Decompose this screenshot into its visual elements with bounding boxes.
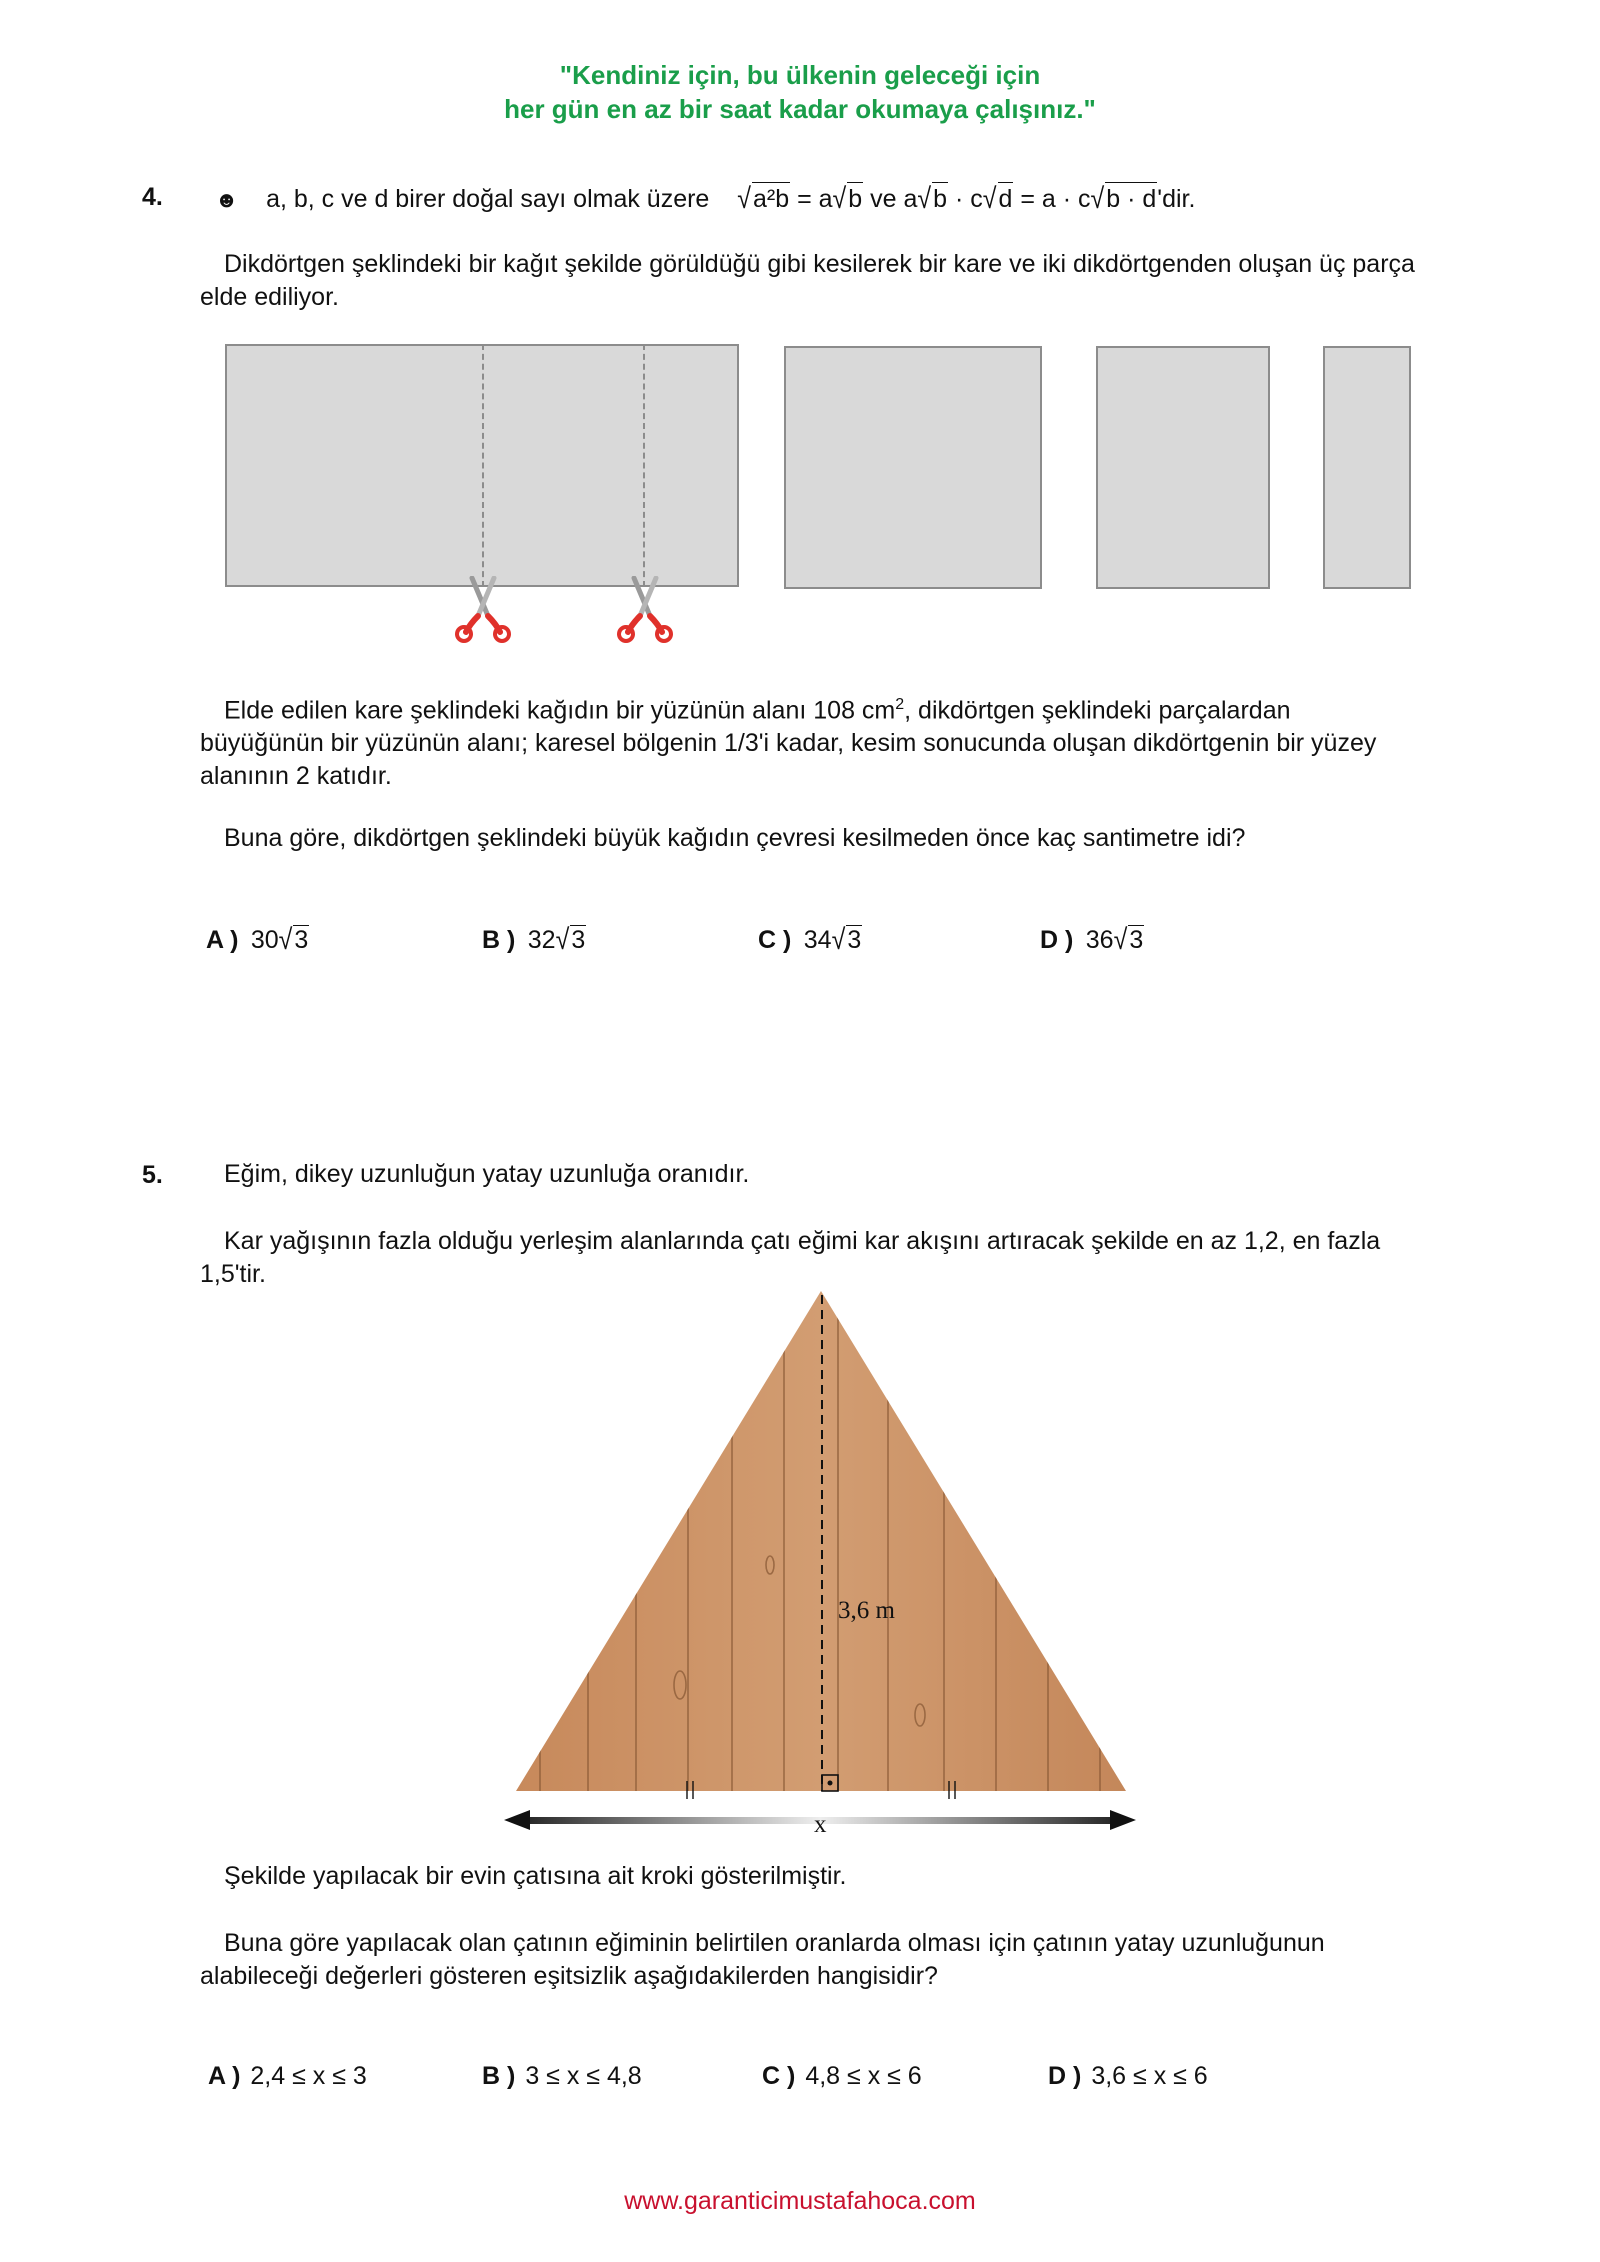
formula-sqrt-bd: √b · d bbox=[1090, 182, 1157, 216]
q5-option-d[interactable]: D ) 3,6 ≤ x ≤ 6 bbox=[1048, 2062, 1208, 2090]
question-5-definition: Eğim, dikey uzunluğun yatay uzunluğa oranıdır. bbox=[224, 1160, 750, 1188]
question-4-intro-line bbox=[215, 182, 1195, 216]
large-rectangle-piece bbox=[1096, 346, 1270, 589]
question-5-paragraph-1: Kar yağışının fazla olduğu yerleşim alanlarında çatı eğimi kar akışını artıracak şekilde en az 1,2, en fazla 1,5'tir. bbox=[200, 1227, 1381, 1288]
question-4-question: Buna göre, dikdörtgen şeklindeki büyük kağıdın çevresi kesilmeden önce kaç santimetre idi? bbox=[224, 824, 1246, 852]
scissors-icon bbox=[452, 576, 514, 644]
intro-text: a, b, c ve d birer doğal sayı olmak üzere bbox=[266, 185, 710, 213]
q5-option-a[interactable]: A ) 2,4 ≤ x ≤ 3 bbox=[208, 2062, 367, 2090]
formula-sqrt-b: √b bbox=[832, 182, 863, 216]
question-5-number: 5. bbox=[142, 1161, 163, 1189]
motto-line-1: "Kendiniz için, bu ülkenin geleceği için bbox=[559, 60, 1041, 90]
question-4-paragraph-2: Elde edilen kare şeklindeki kağıdın bir yüzünün alanı 108 $cm^2$, dikdörtgen şeklindeki parçalardan büyüğünün bir yüzünün alanı; karesel bölgenin 1/3'i kadar, kesim sonucunda oluşan dikdörtgenin bir yüzey alanının 2 katıdır. bbox=[200, 696, 1377, 791]
scissors-icon bbox=[614, 576, 676, 644]
height-label: 3,6 m bbox=[838, 1597, 895, 1624]
q5-option-b[interactable]: B ) 3 ≤ x ≤ 4,8 bbox=[482, 2062, 642, 2090]
cut-line-1 bbox=[482, 344, 484, 587]
question-4-paragraph-1: Dikdörtgen şeklindeki bir kağıt şekilde görüldüğü gibi kesilerek bir kare ve iki dikdörtgenden oluşan üç parça elde ediliyor. bbox=[200, 250, 1415, 311]
roof-figure bbox=[500, 1285, 1140, 1845]
question-5-paragraph-2: Şekilde yapılacak bir evin çatısına ait kroki gösterilmiştir. bbox=[224, 1862, 847, 1890]
footer-website-link[interactable]: www.garanticimustafahoca.com bbox=[624, 2187, 976, 2215]
q4-option-c[interactable]: C ) 34√3 bbox=[758, 923, 862, 957]
q4-option-b[interactable]: B ) 32√3 bbox=[482, 923, 586, 957]
formula-eq2: = a · c bbox=[1020, 185, 1091, 213]
cut-line-2 bbox=[643, 344, 645, 587]
formula-dot-c: · c bbox=[954, 185, 983, 213]
square-piece bbox=[784, 346, 1042, 589]
formula-ve: ve a bbox=[870, 185, 918, 213]
small-rectangle-piece bbox=[1323, 346, 1411, 589]
q4-option-a[interactable]: A ) 30√3 bbox=[206, 923, 309, 957]
formula-dir: 'dir. bbox=[1157, 185, 1196, 213]
formula-sqrt-a2b: √a²b bbox=[737, 182, 790, 216]
question-4-number: 4. bbox=[142, 183, 163, 211]
formula-sqrt-d: √d bbox=[982, 182, 1013, 216]
smiley-bullet-icon: ☻ bbox=[215, 187, 239, 212]
formula-eq1: = a bbox=[797, 185, 833, 213]
question-5-question: Buna göre yapılacak olan çatının eğiminin belirtilen oranlarda olması için çatının yatay uzunluğunun alabileceği değerleri gösteren eşitsizlik aşağıdakilerden hangisidir? bbox=[200, 1929, 1325, 1990]
base-label: x bbox=[814, 1811, 827, 1838]
q5-option-c[interactable]: C ) 4,8 ≤ x ≤ 6 bbox=[762, 2062, 922, 2090]
motto-line-2: her gün en az bir saat kadar okumaya çalışınız." bbox=[504, 94, 1096, 124]
formula-sqrt-b2: √b bbox=[917, 182, 948, 216]
q4-option-d[interactable]: D ) 36√3 bbox=[1040, 923, 1144, 957]
